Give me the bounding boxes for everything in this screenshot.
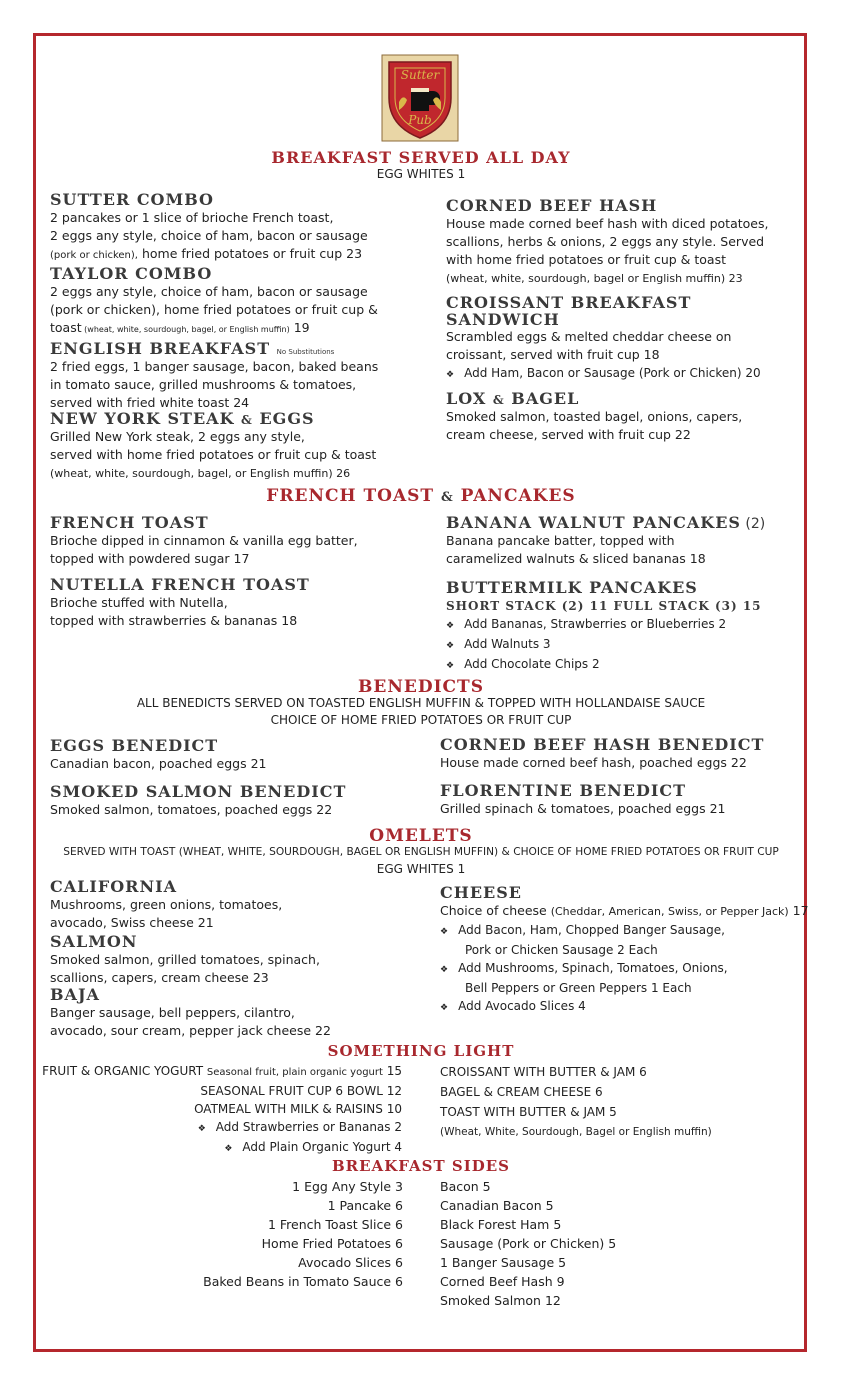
add-on-text: Add Bacon, Ham, Chopped Banger Sausage,	[458, 923, 725, 937]
item-desc	[440, 902, 809, 921]
add-on-text: Add Avocado Slices 4	[458, 999, 586, 1013]
benedicts-section-title: BENEDICTS	[358, 677, 484, 697]
lox-bagel	[446, 389, 742, 444]
benedicts-subtitle-1: ALL BENEDICTS SERVED ON TOASTED ENGLISH MUFFIN & TOPPED WITH HOLLANDAISE SAUCE	[136, 696, 706, 710]
item-desc	[50, 464, 376, 483]
item-desc: Mushrooms, green onions, tomatoes,	[50, 897, 283, 912]
light-item: TOAST WITH BUTTER & JAM 5	[440, 1105, 617, 1119]
item-desc: caramelized walnuts & sliced bananas 18	[446, 551, 706, 566]
smoked-salmon-benedict	[50, 782, 346, 819]
bullet-icon: ❖	[224, 1144, 233, 1154]
light-item-note: Seasonal fruit, plain organic yogurt	[206, 1067, 383, 1078]
item-name-amp: &	[241, 413, 253, 427]
item-desc: Brioche stuffed with Nutella,	[50, 595, 228, 610]
item-name: BUTTERMILK PANCAKES	[446, 578, 698, 597]
add-on	[446, 615, 762, 635]
add-on	[40, 1138, 402, 1158]
item-desc-rest: home fried potatoes or fruit cup 23	[137, 246, 363, 261]
item-name	[50, 339, 378, 358]
breakfast-sides-section-title: BREAKFAST SIDES	[331, 1157, 510, 1175]
side-item: Smoked Salmon 12	[440, 1293, 561, 1308]
item-desc: topped with powdered sugar 17	[50, 551, 250, 566]
item-note: (Cheddar, American, Swiss, or Pepper Jack)	[550, 905, 789, 918]
item-name: CORNED BEEF HASH	[446, 196, 658, 215]
sutter-pub-logo	[381, 54, 459, 142]
item-desc: cream cheese, served with fruit cup 22	[446, 427, 691, 442]
item-name: TAYLOR COMBO	[50, 264, 213, 283]
item-desc: served with home fried potatoes or fruit cup & toast	[50, 447, 377, 462]
salmon-omelet	[50, 932, 320, 987]
sides-left-list	[150, 1177, 403, 1291]
corned-beef-hash-benedict	[440, 735, 764, 772]
omelets-egg-whites: EGG WHITES 1	[376, 862, 466, 876]
item-desc: (pork or chicken), home fried potatoes or fruit cup &	[50, 302, 378, 317]
logo-text-top: Sutter	[400, 68, 440, 82]
item-name: CHEESE	[440, 883, 522, 902]
breakfast-egg-whites: EGG WHITES 1	[376, 167, 466, 181]
item-desc: 2 eggs any style, choice of ham, bacon or sausage	[50, 284, 368, 299]
item-desc-a: Choice of cheese	[440, 903, 551, 918]
add-on	[446, 655, 762, 675]
item-price: 17	[788, 903, 809, 918]
add-on	[40, 1118, 402, 1138]
add-on-text: Add Plain Organic Yogurt 4	[242, 1140, 402, 1154]
light-item	[40, 1062, 402, 1082]
light-item-note: (Wheat, White, Sourdough, Bagel or English muffin)	[440, 1126, 712, 1138]
item-desc: Scrambled eggs & melted cheddar cheese on	[446, 329, 732, 344]
item-desc: 2 eggs any style, choice of ham, bacon or sausage	[50, 228, 368, 243]
florentine-benedict	[440, 781, 726, 818]
item-name: CALIFORNIA	[50, 877, 177, 896]
add-on-text: Add Bananas, Strawberries or Blueberries 2	[464, 617, 727, 631]
item-name-line2: SANDWICH	[446, 310, 560, 329]
item-desc: served with fried white toast 24	[50, 395, 250, 410]
item-note: (wheat, white, sourdough, bagel or English muffin) 23	[446, 272, 743, 285]
sutter-combo	[50, 190, 368, 265]
cheese-omelet	[440, 883, 809, 1017]
item-desc: Grilled New York steak, 2 eggs any style,	[50, 429, 305, 444]
item-desc-word: toast	[50, 320, 82, 335]
bullet-icon: ❖	[446, 621, 455, 631]
add-on-text: Add Strawberries or Bananas 2	[215, 1120, 402, 1134]
item-desc: scallions, capers, cream cheese 23	[50, 970, 269, 985]
breakfast-section-title: BREAKFAST SERVED ALL DAY	[271, 148, 571, 167]
item-name: EGGS BENEDICT	[50, 736, 219, 755]
taylor-combo	[50, 264, 378, 339]
nutella-french-toast	[50, 575, 310, 630]
benedicts-subtitle-2: CHOICE OF HOME FRIED POTATOES OR FRUIT CUP	[270, 713, 572, 727]
something-light-left	[40, 1062, 402, 1158]
add-on	[440, 959, 809, 979]
add-on-text: Add Chocolate Chips 2	[464, 657, 600, 671]
item-desc: Smoked salmon, grilled tomatoes, spinach,	[50, 952, 320, 967]
baja-omelet	[50, 985, 331, 1040]
side-item: Corned Beef Hash 9	[440, 1274, 565, 1289]
item-desc: with home fried potatoes or fruit cup & toast	[446, 252, 726, 267]
add-on-text: Add Ham, Bacon or Sausage (Pork or Chicken) 20	[464, 366, 761, 380]
item-name-b: BAGEL	[504, 389, 580, 408]
section-title-b: PANCAKES	[453, 486, 576, 506]
side-item: Avocado Slices 6	[298, 1255, 403, 1270]
item-name: CROISSANT BREAKFAST	[446, 293, 692, 312]
section-title-amp: &	[441, 490, 454, 505]
add-on	[446, 635, 762, 655]
item-desc: Canadian bacon, poached eggs 21	[50, 756, 267, 771]
logo-text-bottom: Pub	[408, 113, 432, 127]
bullet-icon: ❖	[440, 1003, 449, 1013]
item-desc: avocado, sour cream, pepper jack cheese 22	[50, 1023, 331, 1038]
item-desc: 2 fried eggs, 1 banger sausage, bacon, baked beans	[50, 359, 379, 374]
item-name	[446, 513, 765, 532]
item-desc: avocado, Swiss cheese 21	[50, 915, 214, 930]
item-note: (wheat, white, sourdough, bagel, or English muffin) 26	[50, 467, 351, 480]
item-note: (wheat, white, sourdough, bagel, or English muffin)	[81, 325, 290, 334]
stack-prices: SHORT STACK (2) 11 FULL STACK (3) 15	[446, 599, 762, 613]
new-york-steak-eggs	[50, 409, 376, 483]
light-item: OATMEAL WITH MILK & RAISINS 10	[194, 1102, 402, 1116]
item-price: 19	[289, 320, 310, 335]
bullet-icon: ❖	[440, 965, 449, 975]
add-on-cont: Pork or Chicken Sausage 2 Each	[465, 943, 658, 957]
something-light-right	[440, 1062, 712, 1142]
bullet-icon: ❖	[440, 927, 449, 937]
item-name	[446, 389, 742, 408]
item-name: BAJA	[50, 985, 100, 1004]
item-desc: Grilled spinach & tomatoes, poached eggs 21	[440, 801, 726, 816]
item-name: NUTELLA FRENCH TOAST	[50, 575, 310, 594]
item-desc: Smoked salmon, toasted bagel, onions, capers,	[446, 409, 743, 424]
corned-beef-hash	[446, 196, 768, 288]
item-name-text: ENGLISH BREAKFAST	[50, 339, 271, 358]
item-name-text: BANANA WALNUT PANCAKES	[446, 513, 741, 532]
california-omelet	[50, 877, 282, 932]
light-item-name: FRUIT & ORGANIC YOGURT	[42, 1064, 207, 1078]
item-name-a: LOX	[446, 389, 493, 408]
side-item: Baked Beans in Tomato Sauce 6	[203, 1274, 403, 1289]
item-name: CORNED BEEF HASH BENEDICT	[440, 735, 765, 754]
item-desc: in tomato sauce, grilled mushrooms & tomatoes,	[50, 377, 357, 392]
item-desc: topped with strawberries & bananas 18	[50, 613, 298, 628]
croissant-breakfast-sandwich	[446, 294, 761, 384]
bullet-icon: ❖	[446, 641, 455, 651]
french-toast	[50, 513, 358, 568]
item-desc: House made corned beef hash with diced potatoes,	[446, 216, 769, 231]
side-item: 1 Pancake 6	[327, 1198, 403, 1213]
bullet-icon: ❖	[446, 661, 455, 671]
omelets-section-title: OMELETS	[369, 826, 473, 846]
sides-right-list	[440, 1177, 616, 1310]
item-note: (pork or chicken),	[50, 250, 138, 261]
light-item: CROISSANT WITH BUTTER & JAM 6	[440, 1065, 647, 1079]
side-item: Sausage (Pork or Chicken) 5	[440, 1236, 617, 1251]
add-on-text: Add Walnuts 3	[464, 637, 551, 651]
side-item: Black Forest Ham 5	[440, 1217, 562, 1232]
item-note: No Substitutions	[276, 348, 335, 356]
item-desc: Banana pancake batter, topped with	[446, 533, 675, 548]
item-name: FRENCH TOAST	[50, 513, 209, 532]
item-desc	[446, 269, 768, 288]
light-item: SEASONAL FRUIT CUP 6 BOWL 12	[200, 1084, 402, 1098]
item-qty: (2)	[740, 516, 766, 532]
english-breakfast	[50, 339, 378, 412]
side-item: Bacon 5	[440, 1179, 491, 1194]
item-desc	[50, 319, 378, 339]
side-item: 1 Banger Sausage 5	[440, 1255, 567, 1270]
french-toast-section-title	[0, 486, 842, 506]
item-name-amp: &	[492, 393, 505, 407]
side-item: Canadian Bacon 5	[440, 1198, 554, 1213]
item-name	[50, 409, 376, 428]
item-name: FLORENTINE BENEDICT	[440, 781, 686, 800]
item-name: SUTTER COMBO	[50, 190, 214, 209]
add-on-cont: Bell Peppers or Green Peppers 1 Each	[465, 981, 692, 995]
item-desc: Banger sausage, bell peppers, cilantro,	[50, 1005, 295, 1020]
bullet-icon: ❖	[197, 1124, 206, 1134]
add-on	[446, 364, 761, 384]
light-item: BAGEL & CREAM CHEESE 6	[440, 1085, 603, 1099]
side-item: 1 Egg Any Style 3	[292, 1179, 403, 1194]
bullet-icon: ❖	[446, 370, 455, 380]
item-desc: Smoked salmon, tomatoes, poached eggs 22	[50, 802, 333, 817]
item-name: SALMON	[50, 932, 138, 951]
side-item: 1 French Toast Slice 6	[267, 1217, 403, 1232]
item-desc: Brioche dipped in cinnamon & vanilla egg batter,	[50, 533, 358, 548]
item-desc: croissant, served with fruit cup 18	[446, 347, 660, 362]
section-title-a: FRENCH TOAST	[266, 486, 441, 506]
buttermilk-pancakes	[446, 578, 762, 675]
add-on	[440, 997, 809, 1017]
item-name-a: NEW YORK STEAK	[50, 409, 242, 428]
banana-walnut-pancakes	[446, 513, 765, 568]
add-on-text: Add Mushrooms, Spinach, Tomatoes, Onions,	[458, 961, 728, 975]
item-name: SMOKED SALMON BENEDICT	[50, 782, 347, 801]
light-item-price: 15	[382, 1064, 402, 1078]
item-desc: House made corned beef hash, poached eggs 22	[440, 755, 747, 770]
omelets-subtitle-1: SERVED WITH TOAST (WHEAT, WHITE, SOURDOUGH, BAGEL OR ENGLISH MUFFIN) & CHOICE OF HOME FRIED POTATOES OR FRUIT CUP	[63, 846, 779, 858]
add-on	[440, 921, 809, 941]
side-item: Home Fried Potatoes 6	[261, 1236, 403, 1251]
item-desc: 2 pancakes or 1 slice of brioche French toast,	[50, 210, 334, 225]
item-desc	[50, 245, 368, 265]
item-desc: scallions, herbs & onions, 2 eggs any style. Served	[446, 234, 765, 249]
eggs-benedict	[50, 736, 267, 773]
something-light-section-title: SOMETHING LIGHT	[327, 1042, 515, 1060]
item-name-b: EGGS	[252, 409, 315, 428]
